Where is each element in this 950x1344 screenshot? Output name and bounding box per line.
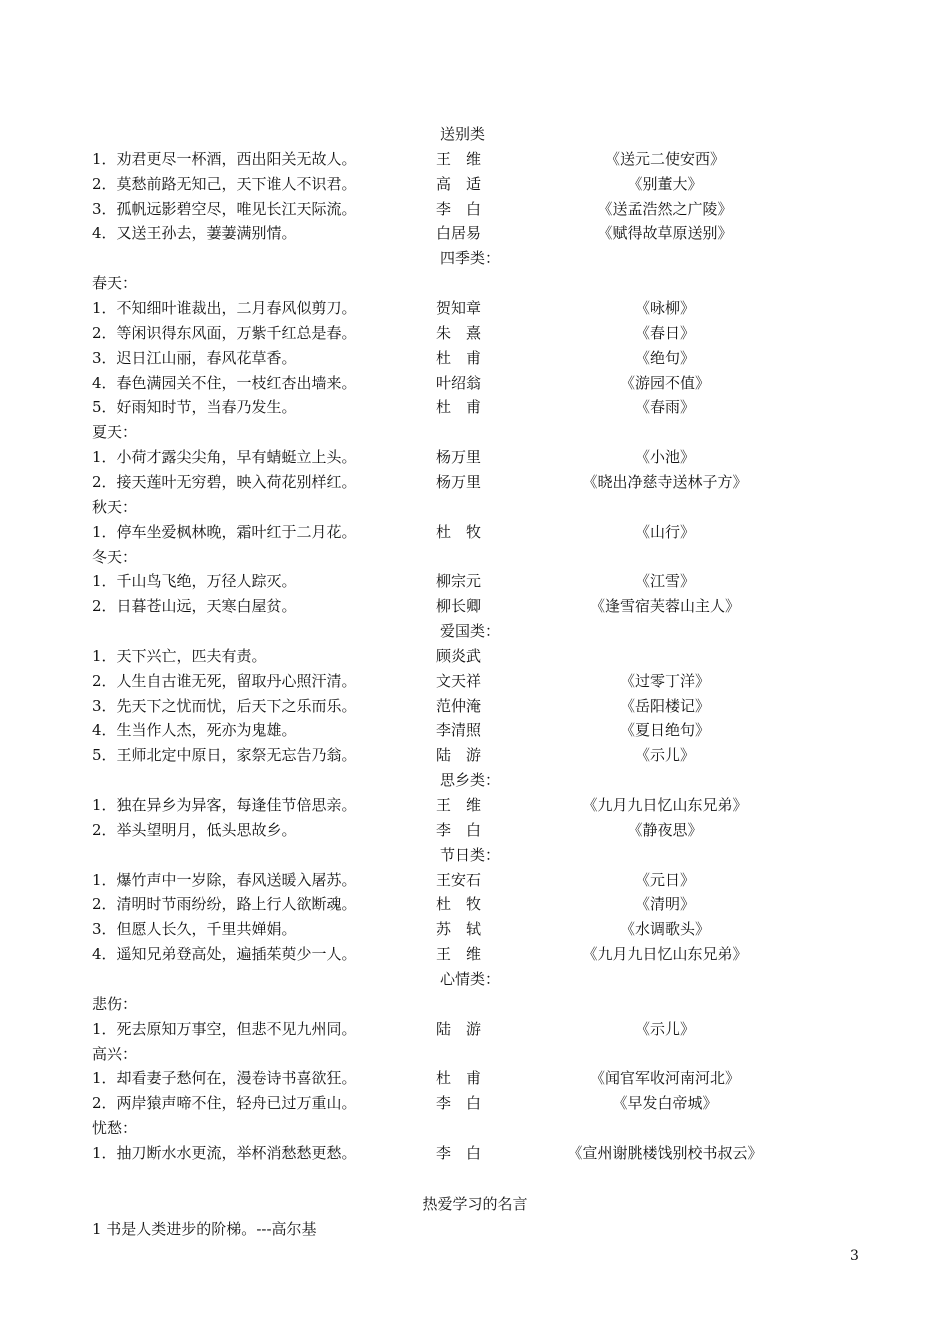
section-heading: 心情类： [440, 969, 501, 988]
subheading-line [0, 495, 950, 520]
poem-line [0, 892, 950, 917]
poem-verse: 1．小荷才露尖尖角，早有蜻蜓立上头。 [92, 448, 357, 467]
poem-author: 李 白 [436, 1143, 482, 1162]
poem-title: 《九月九日忆山东兄弟》 [582, 945, 748, 964]
poem-title: 《春日》 [634, 323, 695, 342]
poem-verse: 4．生当作人杰，死亦为鬼雄。 [92, 721, 297, 740]
poem-line [0, 197, 950, 222]
poem-verse: 3．但愿人长久，千里共婵娟。 [92, 920, 297, 939]
page-number: 3 [850, 1248, 859, 1264]
subheading: 夏天： [92, 423, 138, 442]
poem-verse: 5．王师北定中原日，家祭无忘告乃翁。 [92, 746, 357, 765]
poem-author: 王安石 [436, 870, 482, 889]
section-heading: 节日类： [440, 845, 501, 864]
poem-title: 《闻官军收河南河北》 [589, 1069, 740, 1088]
poem-verse: 3．孤帆远影碧空尽，唯见长江天际流。 [92, 199, 357, 218]
poem-author: 杜 甫 [436, 1069, 482, 1088]
poem-author: 柳宗元 [436, 572, 482, 591]
poem-line [0, 868, 950, 893]
section-heading-line [0, 843, 950, 868]
subheading: 秋天： [92, 497, 138, 516]
subheading: 悲伤： [92, 994, 138, 1013]
poem-line [0, 296, 950, 321]
poem-title: 《春雨》 [634, 398, 695, 417]
poem-author: 白居易 [436, 224, 482, 243]
poem-line [0, 1141, 950, 1166]
poem-title: 《示儿》 [634, 1019, 695, 1038]
poem-line [0, 694, 950, 719]
poem-author: 王 维 [436, 149, 482, 168]
poem-title: 《九月九日忆山东兄弟》 [582, 796, 748, 814]
poem-verse: 2．日暮苍山远，天寒白屋贫。 [92, 597, 297, 616]
section-heading-line [0, 122, 950, 147]
poem-line [0, 818, 950, 843]
poem-verse: 1．爆竹声中一岁除，春风送暖入屠苏。 [92, 870, 357, 889]
poem-verse: 5．好雨知时节，当春乃发生。 [92, 398, 297, 417]
poem-title: 《过零丁洋》 [619, 671, 710, 690]
subheading-line [0, 992, 950, 1017]
poem-author: 陆 游 [436, 1019, 482, 1038]
poem-author: 李 白 [436, 820, 482, 839]
poem-line [0, 1066, 950, 1091]
quotes-heading: 热爱学习的名言 [422, 1195, 528, 1213]
poem-author: 文天祥 [436, 671, 482, 690]
quote-line [0, 1217, 950, 1242]
poem-line [0, 743, 950, 768]
section-heading: 思乡类： [440, 771, 501, 790]
poem-verse: 1．劝君更尽一杯酒，西出阳关无故人。 [92, 149, 357, 168]
poem-title: 《山行》 [634, 522, 695, 541]
poem-author: 叶绍翁 [436, 373, 482, 392]
poem-author: 顾炎武 [436, 646, 482, 665]
poem-title: 《咏柳》 [634, 298, 695, 317]
quotes-heading-line [0, 1192, 950, 1217]
quote-text: 1 书是人类进步的阶梯。---高尔基 [92, 1219, 317, 1238]
poem-author: 苏 轼 [436, 920, 482, 939]
section-heading: 爱国类： [440, 622, 501, 640]
subheading-line [0, 1116, 950, 1141]
poem-title: 《示儿》 [634, 746, 695, 765]
poem-line [0, 221, 950, 246]
subheading: 春天： [92, 274, 138, 293]
poem-verse: 3．先天下之忧而忧，后天下之乐而乐。 [92, 696, 357, 715]
subheading: 冬天： [92, 547, 138, 566]
poem-author: 杜 甫 [436, 348, 482, 367]
poem-line [0, 917, 950, 942]
poem-verse: 1．停车坐爱枫林晚，霜叶红于二月花。 [92, 522, 357, 541]
poem-verse: 1．独在异乡为异客，每逢佳节倍思亲。 [92, 796, 357, 814]
poem-author: 陆 游 [436, 746, 482, 765]
poem-title: 《晓出净慈寺送林子方》 [582, 472, 748, 491]
section-heading-line [0, 768, 950, 793]
poem-line [0, 569, 950, 594]
poem-author: 杜 牧 [436, 522, 482, 541]
poem-title: 《元日》 [634, 870, 695, 889]
poem-title: 《赋得故草原送别》 [597, 224, 733, 243]
poem-line [0, 942, 950, 967]
poem-title: 《绝句》 [634, 348, 695, 367]
poem-verse: 4．遥知兄弟登高处，遍插茱萸少一人。 [92, 945, 357, 964]
section-heading: 四季类： [440, 249, 501, 268]
poem-title: 《逢雪宿芙蓉山主人》 [589, 597, 740, 616]
poem-verse: 4．春色满园关不住，一枝红杏出墙来。 [92, 373, 357, 392]
poem-line [0, 445, 950, 470]
poem-author: 王 维 [436, 796, 482, 814]
poem-verse: 4．又送王孙去，萋萋满别情。 [92, 224, 297, 243]
subheading-line [0, 420, 950, 445]
poem-verse: 1．天下兴亡，匹夫有责。 [92, 646, 267, 665]
poem-line [0, 520, 950, 545]
poem-author: 李 白 [436, 199, 482, 218]
poem-line [0, 147, 950, 172]
section-heading-line [0, 619, 950, 644]
poem-line [0, 321, 950, 346]
subheading-line [0, 1042, 950, 1067]
poem-line [0, 793, 950, 818]
poem-line [0, 1091, 950, 1116]
poem-verse: 2．等闲识得东风面，万紫千红总是春。 [92, 323, 357, 342]
poem-title: 《小池》 [634, 448, 695, 467]
poem-title: 《江雪》 [634, 572, 695, 591]
poem-author: 高 适 [436, 174, 482, 193]
poem-verse: 2．接天莲叶无穷碧，映入荷花别样红。 [92, 472, 357, 491]
poem-verse: 2．人生自古谁无死，留取丹心照汗清。 [92, 671, 357, 690]
subheading-line [0, 545, 950, 570]
subheading: 忧愁： [92, 1119, 138, 1137]
poem-author: 王 维 [436, 945, 482, 964]
section-heading: 送别类 [440, 125, 486, 143]
poem-author: 杜 牧 [436, 895, 482, 914]
poem-line [0, 346, 950, 371]
poem-line [0, 395, 950, 420]
poem-title: 《早发白帝城》 [612, 1094, 718, 1113]
poem-verse: 2．清明时节雨纷纷，路上行人欲断魂。 [92, 895, 357, 914]
poem-verse: 1．却看妻子愁何在，漫卷诗书喜欲狂。 [92, 1069, 357, 1088]
poem-verse: 2．举头望明月，低头思故乡。 [92, 820, 297, 839]
poem-verse: 1．抽刀断水水更流，举杯消愁愁更愁。 [92, 1143, 357, 1162]
poem-title: 《静夜思》 [627, 820, 703, 839]
subheading: 高兴： [92, 1044, 138, 1063]
poem-title: 《水调歌头》 [619, 920, 710, 939]
poem-author: 杨万里 [436, 448, 482, 467]
poem-author: 朱 熹 [436, 323, 482, 342]
poem-author: 柳长卿 [436, 597, 482, 616]
poem-line [0, 718, 950, 743]
poem-title: 《送孟浩然之广陵》 [597, 199, 733, 218]
subheading-line [0, 271, 950, 296]
poem-author: 杨万里 [436, 472, 482, 491]
poem-line [0, 644, 950, 669]
poem-verse: 1．不知细叶谁裁出，二月春风似剪刀。 [92, 298, 357, 317]
poem-title: 《送元二使安西》 [604, 149, 725, 168]
poem-title: 《游园不值》 [619, 373, 710, 392]
poem-line [0, 371, 950, 396]
poem-title: 《夏日绝句》 [619, 721, 710, 740]
poem-verse: 3．迟日江山丽，春风花草香。 [92, 348, 297, 367]
poem-verse: 1．死去原知万事空，但悲不见九州同。 [92, 1019, 357, 1038]
poem-title: 《清明》 [634, 895, 695, 914]
poem-verse: 2．莫愁前路无知己，天下谁人不识君。 [92, 174, 357, 193]
section-heading-line [0, 967, 950, 992]
poem-title: 《别董大》 [627, 174, 703, 193]
poem-author: 李清照 [436, 721, 482, 740]
poem-verse: 2．两岸猿声啼不住，轻舟已过万重山。 [92, 1094, 357, 1113]
poem-title: 《宣州谢朓楼饯别校书叔云》 [567, 1143, 763, 1162]
poem-line [0, 1017, 950, 1042]
poem-author: 范仲淹 [436, 696, 482, 715]
section-heading-line [0, 246, 950, 271]
poem-line [0, 669, 950, 694]
poem-author: 贺知章 [436, 298, 482, 317]
poem-line [0, 172, 950, 197]
poem-line [0, 470, 950, 495]
poem-title: 《岳阳楼记》 [619, 696, 710, 715]
poem-line [0, 594, 950, 619]
poem-author: 杜 甫 [436, 398, 482, 417]
poem-author: 李 白 [436, 1094, 482, 1113]
poem-verse: 1．千山鸟飞绝，万径人踪灭。 [92, 572, 297, 591]
